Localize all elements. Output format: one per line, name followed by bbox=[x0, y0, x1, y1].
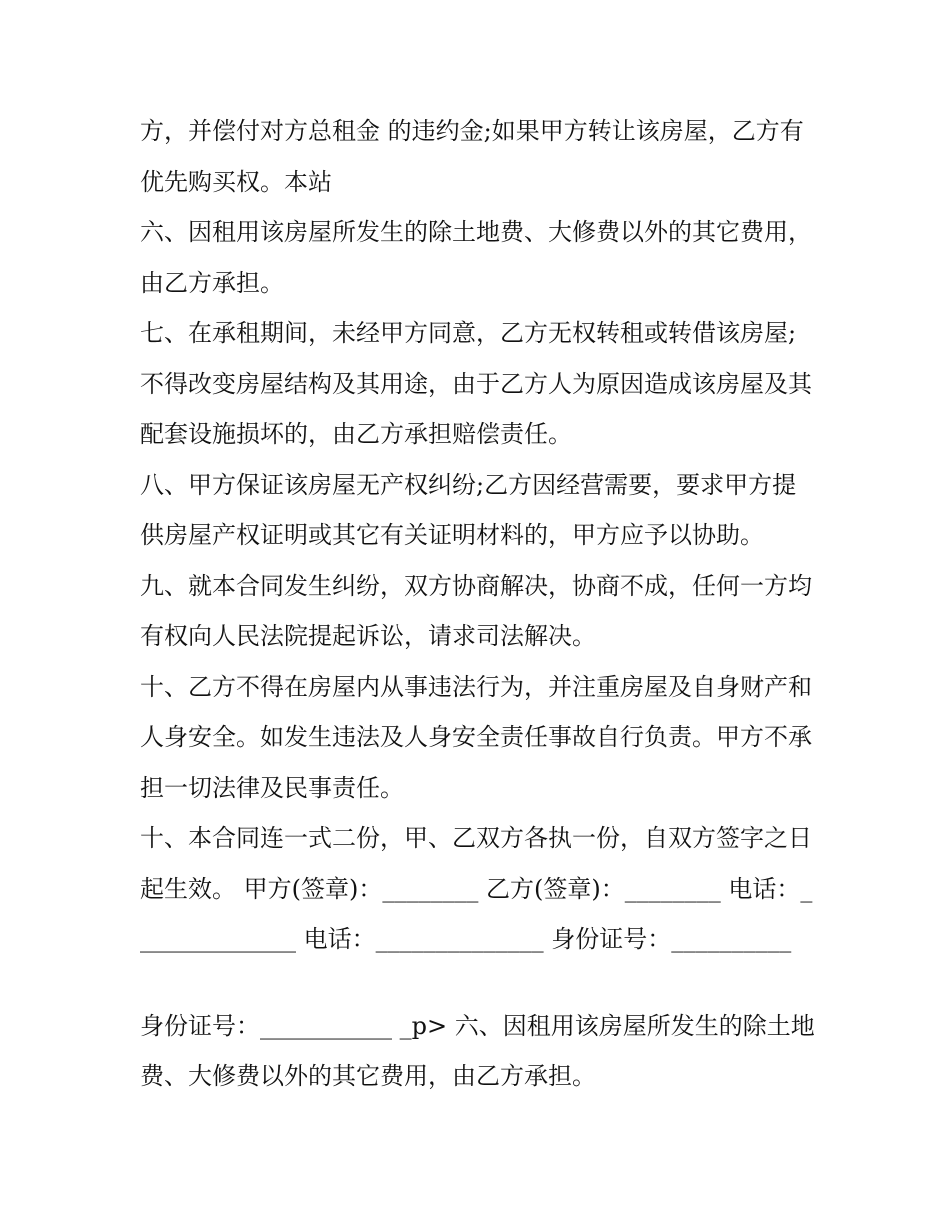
paragraph-clause-9: 九、就本合同发生纠纷，双方协商解决，协商不成，任何一方均有权向人民法院提起诉讼，请求司法解决。 bbox=[140, 571, 812, 650]
paragraph-final: 身份证号：___________ _p> 六、因租用该房屋所发生的除土地费、大修费以外的其它费用，由乙方承担。 bbox=[140, 1011, 815, 1090]
spacer bbox=[140, 965, 820, 1001]
paragraph-clause-7: 七、在承租期间，未经甲方同意，乙方无权转租或转借该房屋;不得改变房屋结构及其用途，由于乙方人为原因造成该房屋及其配套设施损坏的，由乙方承担赔偿责任。 bbox=[140, 319, 812, 448]
paragraph-penalty-clause: 方，并偿付对方总租金 的违约金;如果甲方转让该房屋，乙方有优先购买权。本站 bbox=[140, 117, 804, 196]
paragraph-signatures: 十、本合同连一式二份，甲、乙双方各执一份，自双方签字之日起生效。 甲方(签章)：________ 乙方(签章)：________ 电话：______________ 电话：______________ 身份证号：__________ bbox=[140, 824, 813, 953]
paragraph-clause-8: 八、甲方保证该房屋无产权纠纷;乙方因经营需要，要求甲方提供房屋产权证明或其它有关证明材料的，甲方应予以协助。 bbox=[140, 470, 797, 549]
paragraph-clause-6: 六、因租用该房屋所发生的除土地费、大修费以外的其它费用，由乙方承担。 bbox=[140, 218, 812, 297]
paragraph-clause-10: 十、乙方不得在房屋内从事违法行为，并注重房屋及自身财产和人身安全。如发生违法及人身安全责任事故自行负责。甲方不承担一切法律及民事责任。 bbox=[140, 672, 812, 802]
document-body bbox=[140, 106, 820, 1102]
